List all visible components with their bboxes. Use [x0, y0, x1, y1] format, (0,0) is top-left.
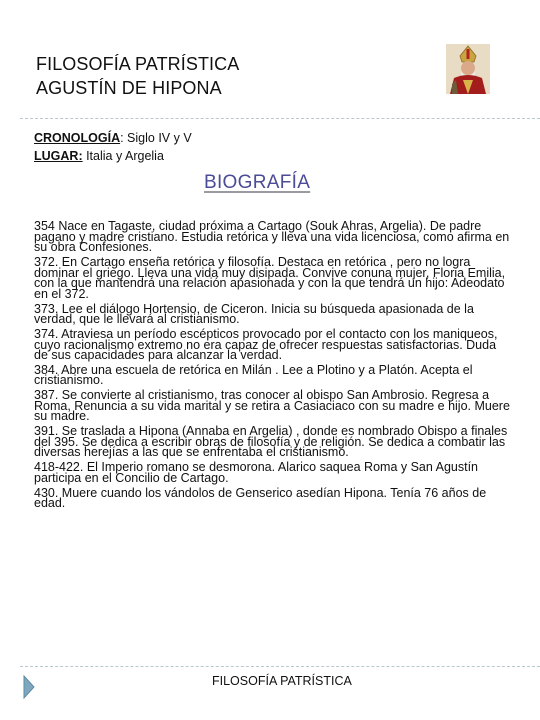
top-divider — [20, 118, 540, 119]
lugar-value: Italia y Argelia — [82, 149, 164, 163]
cronologia-value: : Siglo IV y V — [120, 131, 192, 145]
bio-paragraph: 418-422. El Imperio romano se desmorona. Alarico saquea Roma y San Agustín participa en el Concilio de Cartago. — [34, 460, 479, 485]
slide-nav-arrow-icon[interactable] — [22, 674, 36, 700]
bottom-divider — [20, 666, 540, 667]
title-block — [36, 52, 239, 100]
cronologia-label: CRONOLOGÍA — [34, 131, 121, 145]
lugar-label: LUGAR: — [34, 149, 83, 163]
bio-paragraph: 354 Nace en Tagaste, ciudad próxima a Cartago (Souk Ahras, Argelia). De padre pagano y madre cristiano. Estudia retórica y lleva una vida licenciosa, como afirma en su obra Confesiones. — [34, 219, 510, 255]
slide-title: FILOSOFÍA PATRÍSTICA — [36, 54, 240, 74]
bio-paragraph: 387. Se convierte al cristianismo, tras conocer al obispo San Ambrosio. Regresa a Roma, Renuncia a su vida marital y se retira a Casiaciaco con su madre e hijo. Muere su madre. — [34, 388, 510, 424]
lugar-line — [34, 148, 164, 164]
bio-paragraph: 373. Lee el diálogo Hortensio, de Ciceron. Inicia su búsqueda apasionada de la verdad, que le llevará al cristianismo. — [34, 301, 474, 327]
biography-heading: BIOGRAFÍA — [204, 172, 311, 193]
cronologia-line — [34, 130, 192, 146]
slide-subtitle: AGUSTÍN DE HIPONA — [36, 78, 222, 98]
bio-paragraph: 430. Muere cuando los vándolos de Genserico asedían Hipona. Tenía 76 años de edad. — [34, 485, 487, 511]
biography-body — [34, 221, 510, 513]
portrait-image — [446, 44, 490, 94]
bio-paragraph: 374. Atraviesa un período escépticos provocado por el contacto con los maniqueos, cuyo racionalismo extremo no era capaz de ofrecer respuestas satisfactorias. Duda de sus capacidades para alcanzar la verdad. — [34, 326, 498, 363]
bio-paragraph: 384. Abre una escuela de retórica en Milán . Lee a Plotino y a Platón. Acepta el cristianismo. — [34, 362, 473, 388]
bio-paragraph: 372. En Cartago enseña retórica y filosofía. Destaca en retórica , pero no logra dominar el griego. Lleva una vida muy disipada. Convive conuna mujer, Floria Emilia, con la que mantendrá una relación apasionada y con la que tendrá un hijo: Adeodato en el 372. — [34, 254, 506, 301]
bio-paragraph: 391. Se traslada a Hipona (Annaba en Argelia) , donde es nombrado Obispo a finales del 395. Se dedica a escribir obras de filosofía y de religión. Se dedica a combatir las diversas herejías a las que se enfrentaba el cristianismo. — [34, 424, 508, 460]
footer-text: FILOSOFÍA PATRÍSTICA — [212, 674, 352, 688]
